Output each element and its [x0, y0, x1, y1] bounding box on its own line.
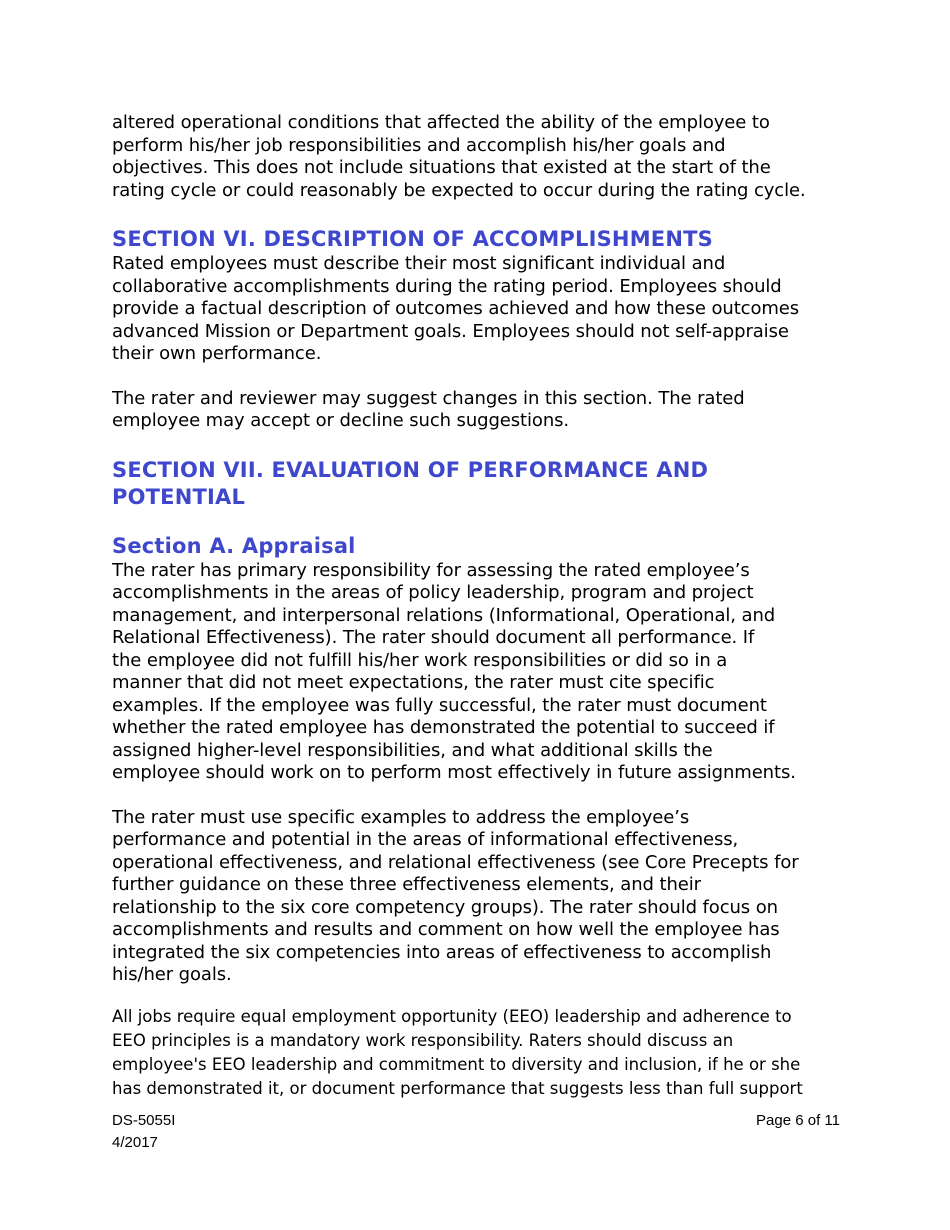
heading-section-6: SECTION VI. DESCRIPTION OF ACCOMPLISHMENTS [112, 227, 713, 251]
paragraph-section-a-1: The rater has primary responsibility for assessing the rated employee’s accomplishments in the areas of policy leadership, program and project management, and interpersonal relations (Informational, Operational, and Relational Effectiveness). The rater should document all performance. If the employee did not fulfill his/her work responsibilities or did so in a manner that did not meet expectations, the rater must cite specific examples. If the employee was fully successful, the rater must document whether the rated employee has demonstrated the potential to succeed if assigned higher-level responsibilities, and what additional skills the employee should work on to perform most effectively in future assignments. [112, 559, 796, 783]
paragraph-section-a-2: The rater must use specific examples to address the employee’s performance and potential in the areas of informational effectiveness, operational effectiveness, and relational effectiveness (see Core Precepts for further guidance on these three effectiveness elements, and their relationship to the six core competency groups). The rater should focus on accomplishments and results and comment on how well the employee has integrated the six competencies into areas of effectiveness to accomplish his/her goals. [112, 806, 799, 985]
paragraph-section-6-2: The rater and reviewer may suggest changes in this section. The rated employee may accept or decline such suggestions. [112, 387, 745, 431]
heading-section-7: SECTION VII. EVALUATION OF PERFORMANCE AND POTENTIAL [112, 457, 709, 509]
form-id: DS-5055I 4/2017 [112, 1112, 176, 1151]
page-number: Page 6 of 11 [756, 1112, 840, 1129]
paragraph-intro: altered operational conditions that affected the ability of the employee to perform his/her job responsibilities and accomplish his/her goals and objectives. This does not include situations that existed at the start of the rating cycle or could reasonably be expected to occur during the rating cycle. [112, 112, 806, 201]
paragraph-section-a-3: All jobs require equal employment opportunity (EEO) leadership and adherence to EEO principles is a mandatory work responsibility. Raters should discuss an employee's EEO leadership and commitment to diversity and inclusion, if he or she has demonstrated it, or document performance that suggests less than full support [112, 1006, 803, 1098]
document-body [112, 112, 840, 1101]
paragraph-section-6-1: Rated employees must describe their most significant individual and collaborative accomplishments during the rating period. Employees should provide a factual description of outcomes achieved and how these outcomes advanced Mission or Department goals. Employees should not self-appraise their own performance. [112, 253, 800, 364]
heading-section-a: Section A. Appraisal [112, 533, 356, 558]
